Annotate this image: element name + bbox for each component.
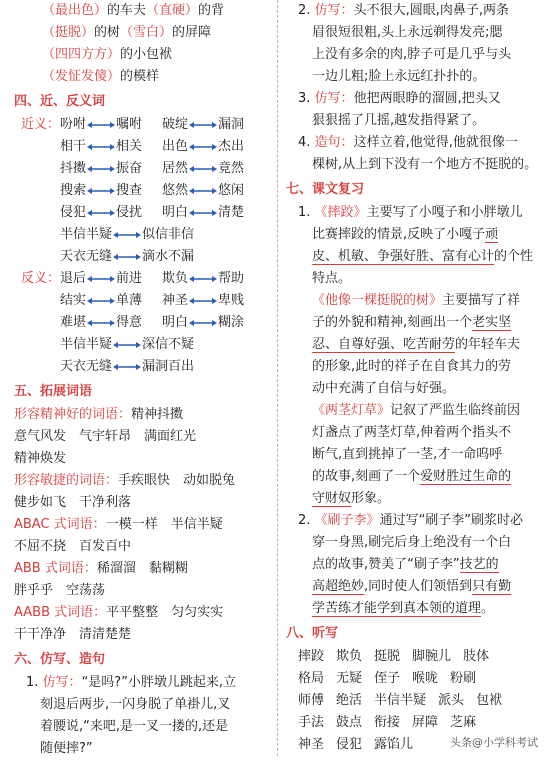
review-text: 的故事,刻画了一个 xyxy=(312,469,421,484)
word-pair xyxy=(60,246,194,268)
word: 结实 xyxy=(60,293,87,308)
text-title: 《摔跤》 xyxy=(314,205,367,220)
word-pair xyxy=(60,224,194,246)
word: 卑贱 xyxy=(218,293,245,308)
review-line xyxy=(286,532,538,554)
extend-line xyxy=(14,602,270,624)
review-line xyxy=(286,268,538,290)
writing-text: 上没有多余的肉,脖子可是几乎与头 xyxy=(312,47,512,62)
review-line xyxy=(286,202,538,224)
dictation-word: 鼓点 xyxy=(336,715,363,730)
dictation-word: 屏障 xyxy=(412,715,439,730)
review-line xyxy=(286,488,538,510)
intro-line xyxy=(14,22,270,44)
section-title-extend: 五、拓展词语 xyxy=(14,384,93,399)
word: 神圣 xyxy=(162,293,189,308)
word: 侵犯 xyxy=(60,205,87,220)
word: 清楚 xyxy=(218,205,245,220)
item-number: 4. xyxy=(298,135,315,150)
writing-label: 仿写： xyxy=(314,91,354,106)
review-text: 只有勤 xyxy=(472,579,512,594)
extend-line xyxy=(14,558,270,580)
writing-text: 狠狠摇了几摇,越发指得紧了。 xyxy=(312,113,486,128)
phrase-noun: 的模样 xyxy=(120,69,160,84)
extend-label: 形容敏捷的词语： xyxy=(14,473,119,488)
word-pair xyxy=(60,312,162,334)
double-arrow-icon xyxy=(87,187,115,195)
writing-text: 随便摔?” xyxy=(40,741,93,756)
dictation-word: 绝活 xyxy=(336,693,363,708)
right-column xyxy=(286,0,538,756)
word-pair xyxy=(162,312,264,334)
word: 明白 xyxy=(162,315,189,330)
writing-line xyxy=(14,672,270,694)
dictation-word: 侄子 xyxy=(374,671,401,686)
double-arrow-icon xyxy=(113,363,141,371)
dictation-word: 衔接 xyxy=(374,715,401,730)
review-text: 通过写“刷子李”刷浆时必 xyxy=(379,513,524,528)
review-line xyxy=(286,598,538,620)
writing-text: 他把两眼睁的溜圆,把头又 xyxy=(353,91,501,106)
item-number: 1. xyxy=(26,675,43,690)
word: 深信不疑 xyxy=(142,337,195,352)
extend-label: ABAC 式词语： xyxy=(14,517,106,532)
review-text: 的形象,此时的祥子在自食其力的劳 xyxy=(312,359,512,374)
word: 侵扰 xyxy=(116,205,143,220)
extend-words: 意气风发 气宇轩昂 满面红光 xyxy=(14,429,197,444)
writing-text: 棵树,从上到下没有一个地方不挺脱的。 xyxy=(312,157,538,172)
word: 破绽 xyxy=(162,117,189,132)
double-arrow-icon xyxy=(87,143,115,151)
review-line xyxy=(286,400,538,422)
word-pair xyxy=(60,114,162,136)
word-pair xyxy=(162,136,264,158)
phrase-noun: 的背 xyxy=(198,3,225,18)
phrase-adjective: （最出色） xyxy=(42,3,108,18)
double-arrow-icon xyxy=(87,209,115,217)
word-pair-row xyxy=(14,312,270,334)
review-text: 形象。 xyxy=(351,491,391,506)
extend-words: 手疾眼快 动如脱兔 xyxy=(118,473,236,488)
double-arrow-icon xyxy=(189,297,217,305)
intro-line xyxy=(14,44,270,66)
synonym-label: 近义： xyxy=(20,117,60,132)
word-pair xyxy=(60,158,162,180)
dictation-word: 挺脱 xyxy=(374,649,401,664)
writing-line xyxy=(286,110,538,132)
writing-label: 仿写： xyxy=(42,675,82,690)
section-title-dictation: 八、听写 xyxy=(286,626,339,641)
review-line xyxy=(286,378,538,400)
word: 竟然 xyxy=(218,161,245,176)
column-divider xyxy=(277,0,278,756)
double-arrow-icon xyxy=(87,297,115,305)
dictation-row xyxy=(286,712,538,734)
item-number: 3. xyxy=(298,91,315,106)
dictation-word: 露馅儿 xyxy=(374,737,414,752)
review-text: 的个性 xyxy=(494,249,534,264)
double-arrow-icon xyxy=(189,121,217,129)
double-arrow-icon xyxy=(189,143,217,151)
extend-words: 稀溜溜 黏糊糊 xyxy=(96,561,188,576)
phrase-adjective: （发怔发傻） xyxy=(42,69,121,84)
word-pair xyxy=(60,290,162,312)
writing-line xyxy=(286,0,538,22)
word-pair xyxy=(162,114,264,136)
word-pair-row xyxy=(14,334,270,356)
phrase-noun: 的车夫 xyxy=(107,3,147,18)
writing-line xyxy=(286,66,538,88)
phrase-adjective: （直硬） xyxy=(146,3,199,18)
review-line xyxy=(286,356,538,378)
section-title-review: 七、课文复习 xyxy=(286,182,365,197)
dictation-word: 手法 xyxy=(298,715,325,730)
word: 单薄 xyxy=(116,293,143,308)
word: 滴水不漏 xyxy=(142,249,195,264)
word: 天衣无缝 xyxy=(60,359,113,374)
word: 出色 xyxy=(162,139,189,154)
review-line xyxy=(286,466,538,488)
word-pair-row xyxy=(14,356,270,378)
review-text: 守财奴 xyxy=(312,491,352,506)
review-text: 特点。 xyxy=(312,271,352,286)
word-pair xyxy=(162,158,264,180)
double-arrow-icon xyxy=(113,231,141,239)
writing-text: 这样立着,他觉得,他就很像一 xyxy=(353,135,518,150)
word-pair-row xyxy=(14,202,270,224)
review-text: 。 xyxy=(481,601,495,616)
review-text: 爱财胜过生命的 xyxy=(420,469,512,484)
extend-line xyxy=(14,426,270,448)
word: 漏洞百出 xyxy=(142,359,195,374)
phrase-noun: 的小包袱 xyxy=(120,47,173,62)
writing-text: 刻退后两步,一闪身脱了单褂儿,叉 xyxy=(40,697,231,712)
review-text: 灯盏点了两茎灯草,伸着两个指头不 xyxy=(312,425,512,440)
review-text: 点的故事,赞美了“刷子李” xyxy=(312,557,460,572)
double-arrow-icon xyxy=(189,165,217,173)
left-column xyxy=(14,0,270,760)
extend-label: 形容精神好的词语： xyxy=(14,407,132,422)
dictation-word: 脚腕儿 xyxy=(412,649,452,664)
extend-line xyxy=(14,624,270,646)
double-arrow-icon xyxy=(87,275,115,283)
writing-line xyxy=(286,88,538,110)
word-pair xyxy=(162,268,264,290)
word: 振奋 xyxy=(116,161,143,176)
writing-line xyxy=(286,132,538,154)
word: 天衣无缝 xyxy=(60,249,113,264)
word: 半信半疑 xyxy=(60,337,113,352)
extend-line xyxy=(14,448,270,470)
antonym-label: 反义： xyxy=(20,271,60,286)
review-line xyxy=(286,554,538,576)
extend-line xyxy=(14,404,270,426)
word: 悠然 xyxy=(162,183,189,198)
text-title: 《他像一棵挺脱的树》 xyxy=(312,293,443,308)
double-arrow-icon xyxy=(189,209,217,217)
review-text: 比赛摔跤的情景,反映了小嘎子 xyxy=(312,227,486,242)
review-text: 皮、机敏、争强好胜、富有心计 xyxy=(312,249,495,264)
writing-text: 着腰说,“来吧,是一叉一搂的,还是 xyxy=(40,719,229,734)
word-pair-row xyxy=(14,136,270,158)
review-text: 忍、自尊好强、吃苦耐劳 xyxy=(312,337,456,352)
double-arrow-icon xyxy=(87,165,115,173)
writing-line xyxy=(286,44,538,66)
dictation-word: 包袱 xyxy=(476,693,503,708)
review-line xyxy=(286,444,538,466)
word-pair xyxy=(60,334,194,356)
writing-text: 眉很短很粗,头上永远剃得发亮;腮 xyxy=(312,25,503,40)
review-text: 老实坚 xyxy=(472,315,512,330)
dictation-word: 粉刷 xyxy=(450,671,477,686)
word: 嘱咐 xyxy=(116,117,143,132)
item-number: 1. xyxy=(298,205,315,220)
dictation-word: 芝麻 xyxy=(450,715,477,730)
extend-words: 胖乎乎 空荡荡 xyxy=(14,583,106,598)
word-pair-row xyxy=(14,180,270,202)
phrase-adjective: （雪白） xyxy=(120,25,173,40)
writing-label: 仿写： xyxy=(314,3,354,18)
word: 半信半疑 xyxy=(60,227,113,242)
review-text: 顽 xyxy=(485,227,499,242)
review-line xyxy=(286,290,538,312)
dictation-word: 无疑 xyxy=(336,671,363,686)
intro-line xyxy=(14,66,270,88)
writing-line xyxy=(14,738,270,760)
extend-line xyxy=(14,514,270,536)
word-pair-row xyxy=(14,290,270,312)
review-text: 学苦练才能学到真本领的道理 xyxy=(312,601,482,616)
word: 明白 xyxy=(162,205,189,220)
double-arrow-icon xyxy=(87,121,115,129)
review-line xyxy=(286,422,538,444)
writing-text: 一边儿粗;脸上永远红扑扑的。 xyxy=(312,69,486,84)
word-pair-row xyxy=(14,224,270,246)
review-line xyxy=(286,224,538,246)
extend-words: 精神抖擞 xyxy=(131,407,184,422)
double-arrow-icon xyxy=(113,341,141,349)
dictation-word: 派头 xyxy=(438,693,465,708)
word: 杰出 xyxy=(218,139,245,154)
review-text: 的年轻车夫 xyxy=(455,337,521,352)
review-text: 穿一身黑,刷完后身上绝没有一个白 xyxy=(312,535,512,550)
writing-label: 造句： xyxy=(314,135,354,150)
extend-label: ABB 式词语： xyxy=(14,561,97,576)
double-arrow-icon xyxy=(87,319,115,327)
word-pair xyxy=(60,180,162,202)
writing-line xyxy=(14,694,270,716)
extend-words: 干干净净 清清楚楚 xyxy=(14,627,132,642)
intro-line xyxy=(14,0,270,22)
review-text: 记叙了严监生临终前因 xyxy=(390,403,521,418)
word-pair xyxy=(60,136,162,158)
writing-text: 头不很大,圆眼,肉鼻子,两条 xyxy=(353,3,509,18)
watermark: 头条@小学科考试 xyxy=(450,736,538,749)
word: 悠闲 xyxy=(218,183,245,198)
text-title: 《两茎灯草》 xyxy=(312,403,391,418)
extend-words: 一模一样 半信半疑 xyxy=(105,517,223,532)
word-pair-row xyxy=(14,114,270,136)
extend-words: 精神焕发 xyxy=(14,451,67,466)
dictation-row xyxy=(286,646,538,668)
review-text: ,同时使人们领悟到 xyxy=(364,579,473,594)
item-number: 2. xyxy=(298,513,315,528)
review-text: 高超绝妙 xyxy=(312,579,365,594)
word: 帮助 xyxy=(218,271,245,286)
word: 似信非信 xyxy=(142,227,195,242)
dictation-word: 格局 xyxy=(298,671,325,686)
word-pair xyxy=(162,202,264,224)
word: 搜查 xyxy=(116,183,143,198)
dictation-word: 侵犯 xyxy=(336,737,363,752)
word-pair-row xyxy=(14,246,270,268)
phrase-adjective: （挺脱） xyxy=(42,25,95,40)
review-line xyxy=(286,312,538,334)
extend-label: AABB 式词语： xyxy=(14,605,107,620)
review-text: 断气,直到挑掉了一茎,才一命呜呼 xyxy=(312,447,503,462)
extend-words: 不屈不挠 百发百中 xyxy=(14,539,132,554)
word: 漏洞 xyxy=(218,117,245,132)
word-pair xyxy=(60,356,194,378)
item-number: 2. xyxy=(298,3,315,18)
word-pair xyxy=(60,268,162,290)
word: 难堪 xyxy=(60,315,87,330)
dictation-row xyxy=(286,690,538,712)
review-text: 子的外貌和精神,刻画出一个 xyxy=(312,315,473,330)
dictation-word: 半信半疑 xyxy=(374,693,427,708)
section-title-synonyms: 四、近、反义词 xyxy=(14,94,106,109)
dictation-word: 喉咙 xyxy=(412,671,439,686)
word-pair xyxy=(162,290,264,312)
phrase-noun: 的树 xyxy=(94,25,121,40)
word-pair xyxy=(60,202,162,224)
extend-line xyxy=(14,492,270,514)
word: 抖擞 xyxy=(60,161,87,176)
word: 相关 xyxy=(116,139,143,154)
extend-line xyxy=(14,470,270,492)
phrase-noun: 的屏障 xyxy=(172,25,212,40)
word: 相干 xyxy=(60,139,87,154)
word: 退后 xyxy=(60,271,87,286)
double-arrow-icon xyxy=(189,187,217,195)
extend-line xyxy=(14,536,270,558)
extend-line xyxy=(14,580,270,602)
review-text: 主要描写了祥 xyxy=(442,293,521,308)
word-pair-row xyxy=(14,268,270,290)
review-text: 动中充满了自信与好强。 xyxy=(312,381,456,396)
review-line xyxy=(286,334,538,356)
double-arrow-icon xyxy=(113,253,141,261)
double-arrow-icon xyxy=(189,275,217,283)
phrase-adjective: （四四方方） xyxy=(42,47,121,62)
word: 得意 xyxy=(116,315,143,330)
word: 搜索 xyxy=(60,183,87,198)
writing-line xyxy=(14,716,270,738)
section-title-writing: 六、仿写、造句 xyxy=(14,652,106,667)
word: 糊涂 xyxy=(218,315,245,330)
review-text: 技艺的 xyxy=(459,557,499,572)
double-arrow-icon xyxy=(189,319,217,327)
review-line xyxy=(286,246,538,268)
dictation-word: 师傅 xyxy=(298,693,325,708)
review-text: 主要写了小嘎子和小胖墩儿 xyxy=(366,205,523,220)
extend-words: 平平整整 匀匀实实 xyxy=(106,605,224,620)
dictation-word: 神圣 xyxy=(298,737,325,752)
word: 欺负 xyxy=(162,271,189,286)
review-line xyxy=(286,576,538,598)
dictation-word: 摔跤 xyxy=(298,649,325,664)
word-pair xyxy=(162,180,264,202)
dictation-row xyxy=(286,668,538,690)
extend-words: 健步如飞 干净利落 xyxy=(14,495,132,510)
review-line xyxy=(286,510,538,532)
dictation-word: 欺负 xyxy=(336,649,363,664)
writing-text: “是吗?”小胖墩儿跳起来,立 xyxy=(81,675,237,690)
word: 居然 xyxy=(162,161,189,176)
writing-line xyxy=(286,154,538,176)
writing-line xyxy=(286,22,538,44)
text-title: 《刷子李》 xyxy=(314,513,380,528)
word-pair-row xyxy=(14,158,270,180)
word: 前进 xyxy=(116,271,143,286)
dictation-word: 肢体 xyxy=(463,649,490,664)
word: 吩咐 xyxy=(60,117,87,132)
